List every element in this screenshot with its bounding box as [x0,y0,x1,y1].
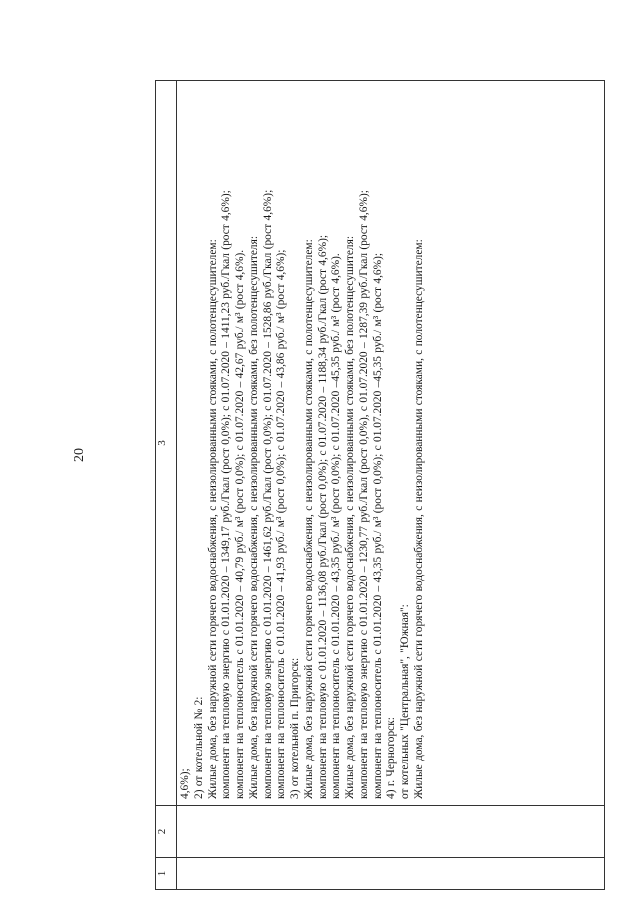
tariff-sheet [155,80,605,890]
text-line: компонент на тепловую энергию с 01.01.2020 – 1461,62 руб./Гкал (рост 0,0%); с 01.07.2020 – 1528,86 руб./Гкал (рост 4,6%); [261,189,274,799]
text-line: 2) от котельной № 2: [192,696,205,799]
text-line: компонент на тепловую энергию с 01.01.2020 – 1230,77 руб./Гкал (рост 0,0%), с 01.07.2020 – 1287,39 руб./Гкал (рост 4,6%); [357,190,370,799]
table-body-row [177,81,605,890]
text-line: компонент на тепловую с 01.01.2020 – 1136,08 руб./Гкал (рост 0,0%); с 01.07.2020 – 1188,34 руб./Гкал (рост 4,6%); [316,234,329,799]
text-line: от котельных "Центральная", "Южная": [399,604,411,799]
text-line: 4,6%); [179,768,191,799]
text-line: 3) от котельной п. Пригорск: [289,657,301,799]
text-line: компонент на теплоноситель с 01.01.2020 – 40,79 руб./ м³ (рост 0,0%); с 01.07.2020 – 42,67 руб./ м³ (рост 4,6%). [234,249,246,799]
text-line: 4) г. Черногорск: [385,717,398,799]
page-number: 20 [72,448,87,462]
header-col-1: 1 [156,858,177,890]
text-line: компонент на теплоноситель с 01.01.2020 – 43,35 руб./ м³ (рост 0,0%); с 01.07.2020 –45,35 руб./ м³ (рост 4,6%). [330,253,343,799]
text-line: Жилые дома, без наружной сети горячего водоснабжения, с неизолированными стояками, без полотенцесушителя: [344,235,356,799]
body-col-2 [177,806,605,858]
tariff-table [155,80,605,890]
text-line: компонент на теплоноситель с 01.01.2020 – 41,93 руб./ м³ (рост 0,0%); с 01.07.2020 – 43,86 руб./ м³ (рост 4,6%); [275,249,288,799]
text-line: Жилые дома, без наружной сети горячего водоснабжения, с неизолированными стояками, с полотенцесушителем: [302,239,315,799]
text-line: Жилые дома, без наружной сети горячего водоснабжения, с неизолированными стояками, с полотенцесушителем: [206,239,219,799]
text-line: компонент на тепловую энергию с 01.01.2020 – 1349,17 руб./Гкал (рост 0,0%); с 01.07.2020 – 1411,23 руб./Гкал (рост 4,6%); [220,190,233,799]
text-line: компонент на теплоноситель с 01.01.2020 – 43,35 руб./ м³ (рост 0,0%); с 01.07.2020 –45,35 руб./ м³ (рост 4,6%); [371,252,384,799]
text-line: Жилые дома, без наружной сети горячего водоснабжения, с неизолированными стояками, с полотенцесушителем: [412,239,425,799]
text-line: Жилые дома, без наружной сети горячего водоснабжения, с неизолированными стояками, без полотенцесушителя: [247,235,260,799]
tariff-text-cell [177,81,605,806]
table-header-row [156,81,177,890]
body-col-1 [177,858,605,890]
header-col-2: 2 [156,806,177,858]
header-col-3: 3 [156,81,177,806]
